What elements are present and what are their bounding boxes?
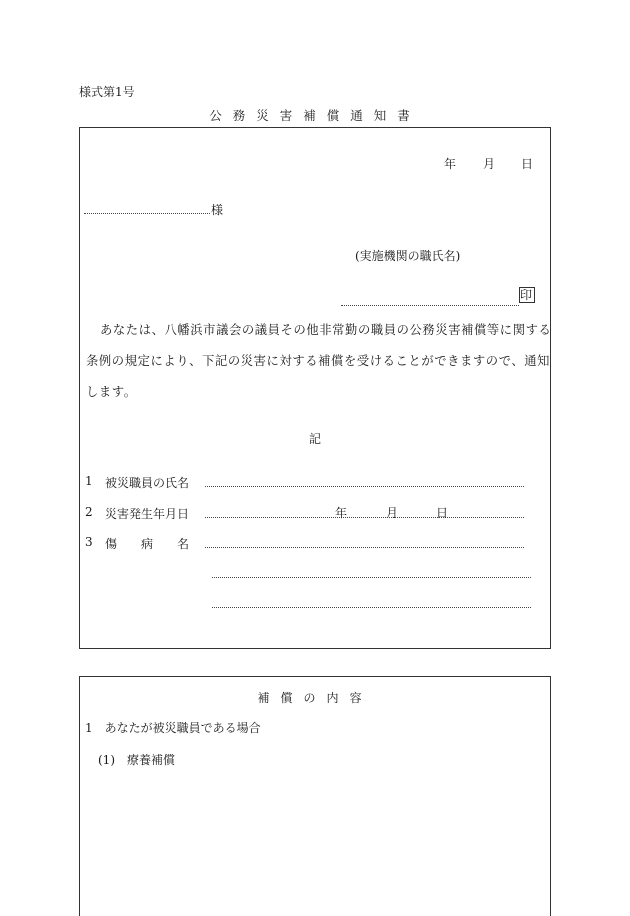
seal-mark: 印 [520,288,533,302]
date-day: 日 [521,157,534,171]
document-title: 公務災害補償通知書 [209,108,421,123]
occurrence-year: 年 [335,506,348,520]
occurrence-month: 月 [386,506,399,520]
injury-name-field[interactable] [205,547,524,548]
addressee-suffix: 様 [211,203,224,217]
occurrence-date-field[interactable] [205,517,524,518]
item-3-number: 3 [85,535,93,549]
item-3-label: 傷 病 名 [105,537,190,551]
victim-name-field[interactable] [205,486,524,487]
injury-name-field-3[interactable] [212,607,531,608]
compensation-title: 補償の内容 [257,691,373,705]
compensation-box [79,676,551,916]
body-line-2: 条例の規定により、下記の災害に対する補償を受けることができますので、通知 [86,354,551,368]
issuer-name-field[interactable] [341,305,519,306]
compensation-sub-1: (1) 療養補償 [98,753,175,767]
notice-box [79,127,551,649]
item-2-label: 災害発生年月日 [105,507,190,521]
addressee-field[interactable] [84,213,210,214]
issuer-caption: (実施機関の職氏名) [355,249,461,263]
ki-heading: 記 [309,432,322,446]
body-line-1: あなたは、八幡浜市議会の議員その他非常勤の職員の公務災害補償等に関する [100,323,552,337]
item-1-number: 1 [85,474,93,488]
item-2-number: 2 [85,505,93,519]
date-month: 月 [483,157,496,171]
compensation-section-1: 1 あなたが被災職員である場合 [85,721,261,735]
body-line-3: します。 [86,385,137,399]
injury-name-field-2[interactable] [212,577,531,578]
occurrence-day: 日 [436,506,449,520]
date-year: 年 [444,157,457,171]
item-1-label: 被災職員の氏名 [105,476,190,490]
form-number: 様式第1号 [79,85,135,99]
